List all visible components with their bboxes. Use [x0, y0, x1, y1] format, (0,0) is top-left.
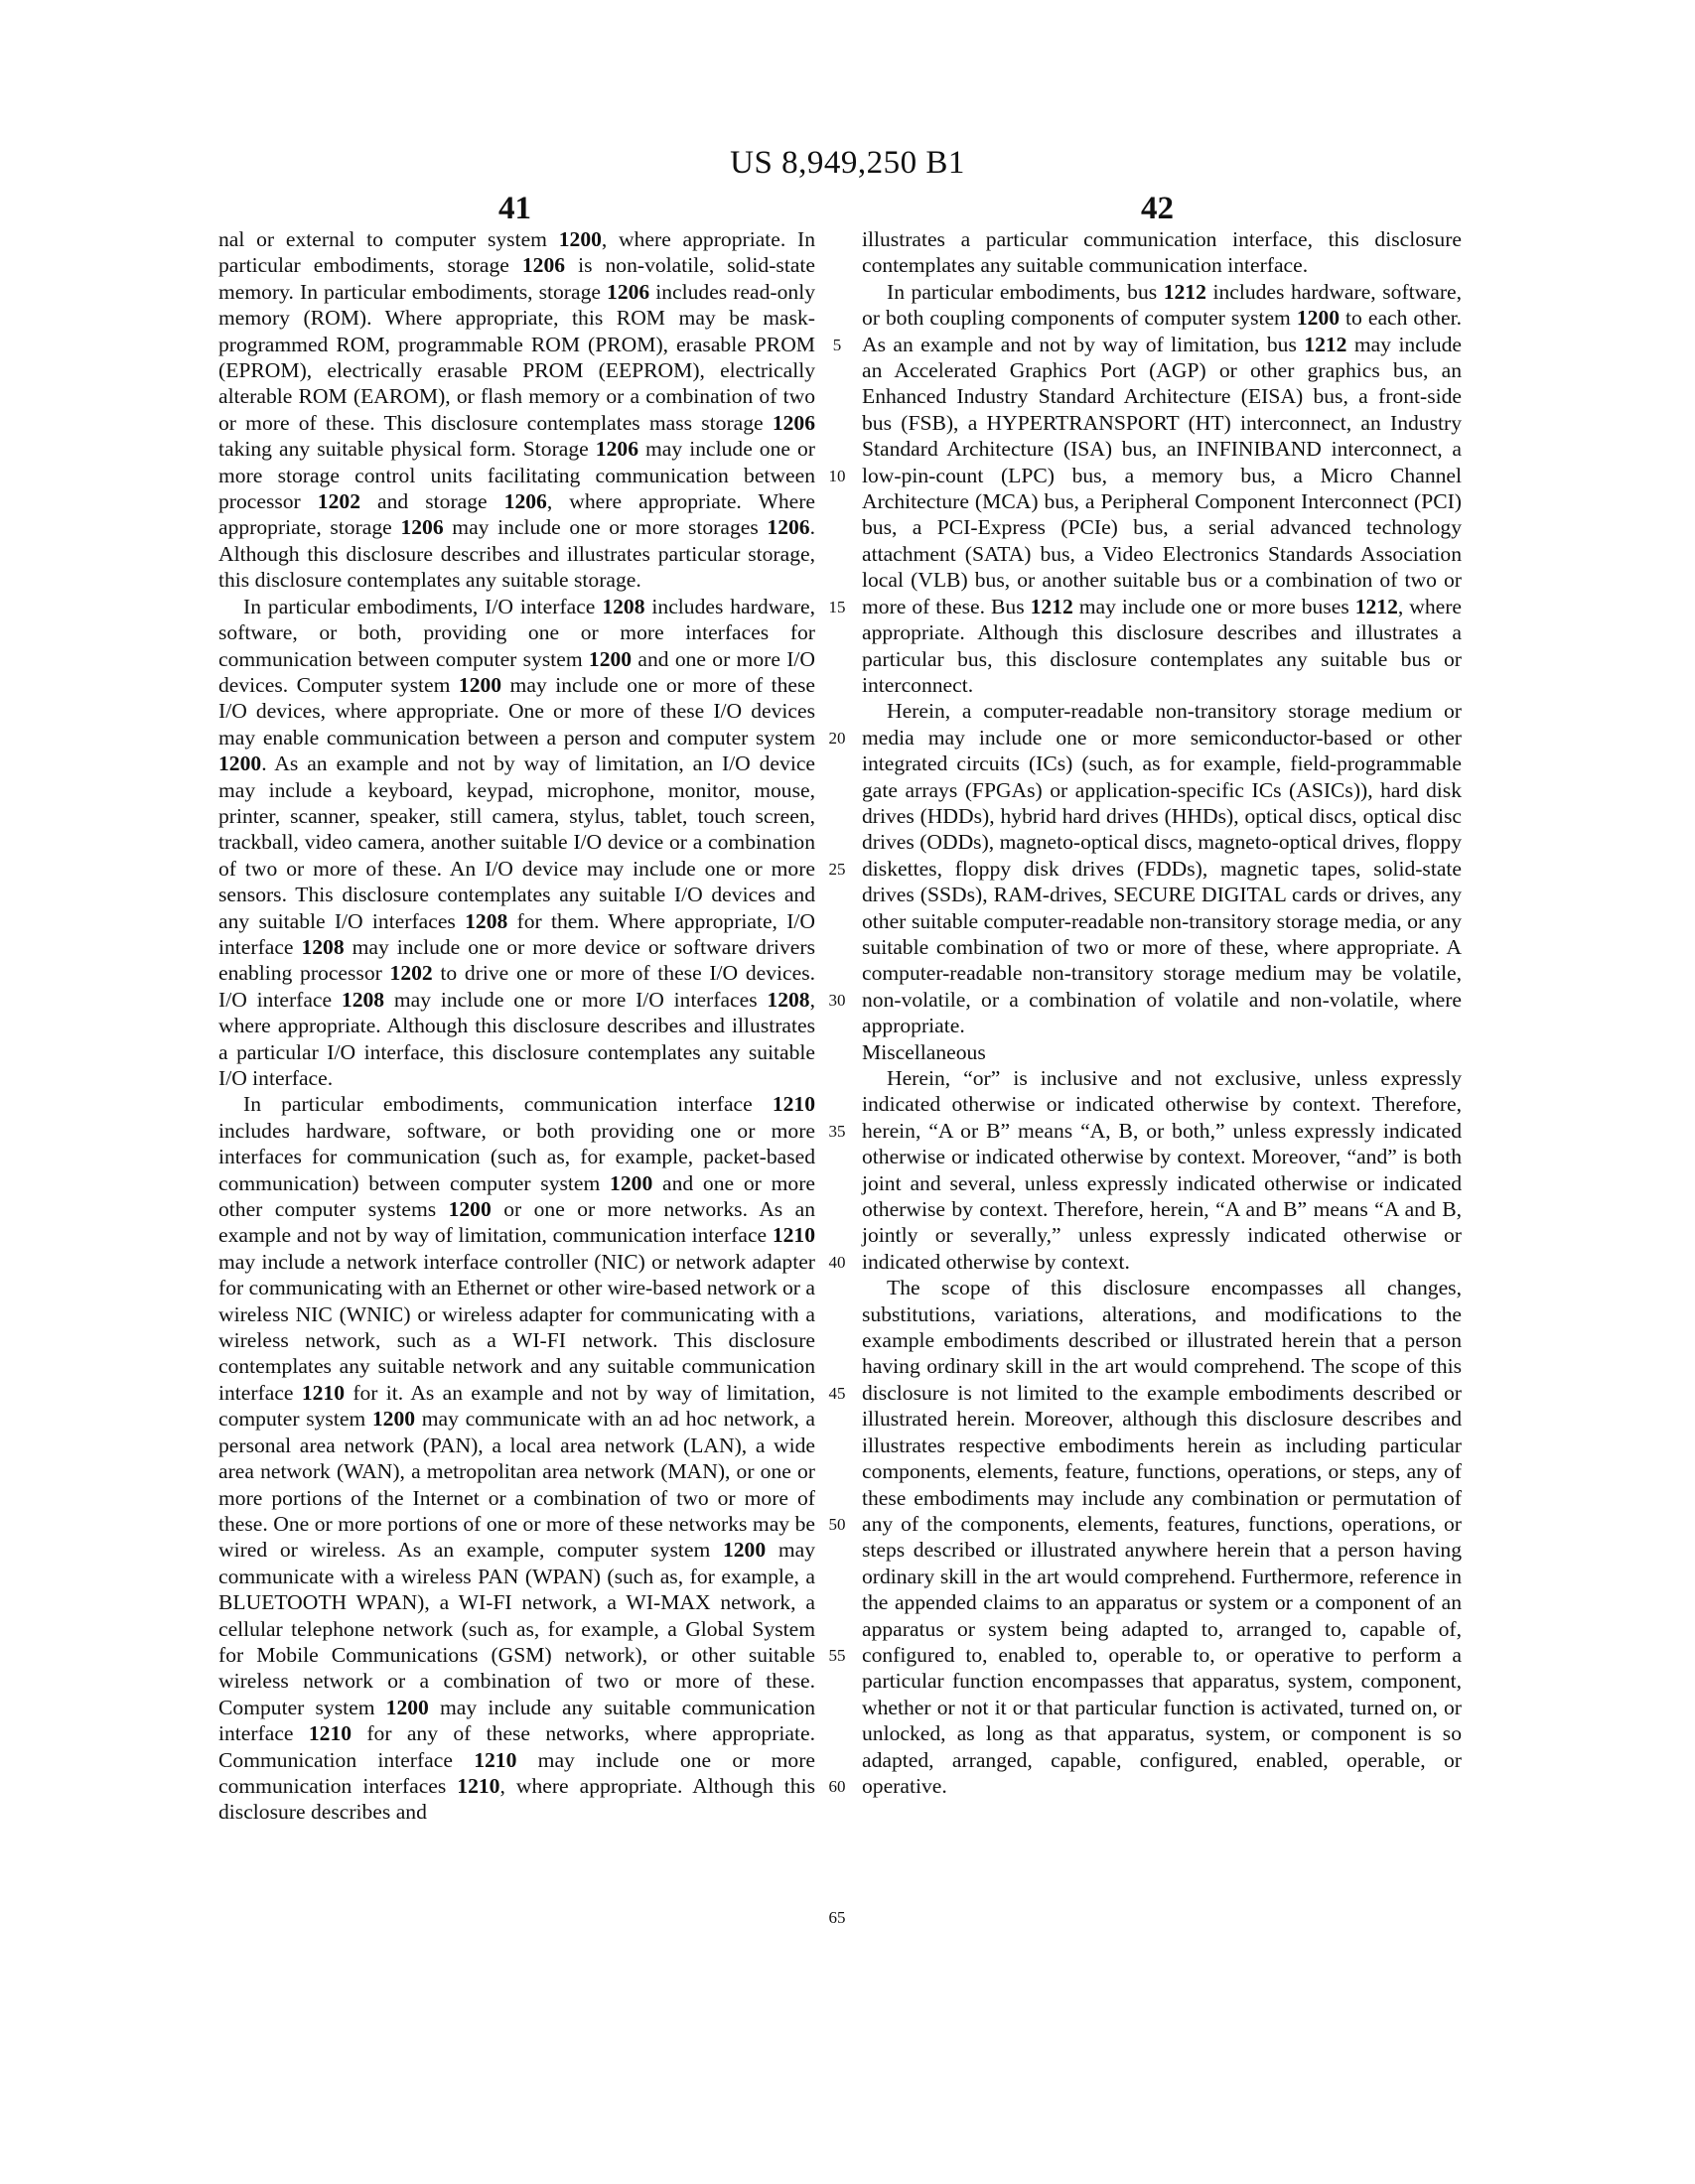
patent-number-header: US 8,949,250 B1	[730, 145, 965, 181]
left-column-paragraph: In particular embodiments, I/O interface 1208 includes hardware, software, or both, providing one or more interfaces for communication between computer system 1200 and one or more I/O devices. Computer system 1200 may include one or more of these I/O devices, where appropriate. One or more of these I/O devices may enable communication between a person and computer system 1200. As an example and not by way of limitation, an I/O device may include a keyboard, keypad, microphone, monitor, mouse, printer, scanner, speaker, still camera, stylus, tablet, touch screen, trackball, video camera, another suitable I/O device or a combination of two or more of these. An I/O device may include one or more sensors. This disclosure contemplates any suitable I/O devices and any suitable I/O interfaces 1208 for them. Where appropriate, I/O interface 1208 may include one or more device or software drivers enabling processor 1202 to drive one or more of these I/O devices. I/O interface 1208 may include one or more I/O interfaces 1208, where appropriate. Although this disclosure describes and illustrates a particular I/O interface, this disclosure contemplates any suitable I/O interface.	[218, 594, 815, 1090]
line-number: 20	[828, 728, 846, 748]
line-number: 40	[828, 1252, 846, 1272]
right-column-paragraph: Herein, a computer-readable non-transitory storage medium or media may include one or more semiconductor-based or other integrated circuits (ICs) (such, as for example, field-programmable gate arrays (FPGAs) or application-specific ICs (ASICs)), hard disk drives (HDDs), hybrid hard drives (HHDs), optical discs, optical disc drives (ODDs), magneto-optical discs, magneto-optical drives, floppy diskettes, floppy disk drives (FDDs), magnetic tapes, solid-state drives (SSDs), RAM-drives, SECURE DIGITAL cards or drives, any other suitable computer-readable non-transitory storage media, or any suitable combination of two or more of these, where appropriate. A computer-readable non-transitory storage medium may be volatile, non-volatile, or a combination of volatile and non-volatile, where appropriate.	[862, 699, 1462, 1038]
line-number: 25	[828, 859, 846, 879]
right-text-column	[862, 226, 1462, 1799]
left-column-paragraph: In particular embodiments, communication interface 1210 includes hardware, software, or both providing one or more interfaces for communication (such as, for example, packet-based communication) between computer system 1200 and one or more other computer systems 1200 or one or more networks. As an example and not by way of limitation, communication interface 1210 may include a network interface controller (NIC) or network adapter for communicating with an Ethernet or other wire-based network or a wireless NIC (WNIC) or wireless adapter for communicating with a wireless network, such as a WI-FI network. This disclosure contemplates any suitable network and any suitable communication interface 1210 for it. As an example and not by way of limitation, computer system 1200 may communicate with an ad hoc network, a personal area network (PAN), a local area network (LAN), a wide area network (WAN), a metropolitan area network (MAN), or one or more portions of the Internet or a combination of two or more of these. One or more portions of one or more of these networks may be wired or wireless. As an example, computer system 1200 may communicate with a wireless PAN (WPAN) (such as, for example, a BLUETOOTH WPAN), a WI-FI network, a WI-MAX network, a cellular telephone network (such as, for example, a Global System for Mobile Communications (GSM) network), or other suitable wireless network or a combination of two or more of these. Computer system 1200 may include any suitable communication interface 1210 for any of these networks, where appropriate. Communication interface 1210 may include one or more communication interfaces 1210, where appropriate. Although this disclosure describes and	[218, 1092, 816, 1825]
right-column-paragraph: illustrates a particular communication interface, this disclosure contemplates any suitable communication interface.	[862, 227, 1462, 278]
right-column-paragraph: In particular embodiments, bus 1212 includes hardware, software, or both coupling components of computer system 1200 to each other. As an example and not by way of limitation, bus 1212 may include an Accelerated Graphics Port (AGP) or other graphics bus, an Enhanced Industry Standard Architecture (EISA) bus, a front-side bus (FSB), a HYPERTRANSPORT (HT) interconnect, an Industry Standard Architecture (ISA) bus, an INFINIBAND interconnect, a low-pin-count (LPC) bus, a memory bus, a Micro Channel Architecture (MCA) bus, a Peripheral Component Interconnect (PCI) bus, a PCI-Express (PCIe) bus, a serial advanced technology attachment (SATA) bus, a Video Electronics Standards Association local (VLB) bus, or another suitable bus or a combination of two or more of these. Bus 1212 may include one or more buses 1212, where appropriate. Although this disclosure describes and illustrates a particular bus, this disclosure contemplates any suitable bus or interconnect.	[862, 279, 1462, 697]
line-number: 55	[828, 1645, 846, 1665]
line-number: 5	[832, 335, 842, 354]
line-number: 45	[828, 1383, 846, 1403]
line-number: 50	[828, 1514, 846, 1534]
line-number: 35	[828, 1121, 846, 1141]
line-number: 30	[828, 990, 846, 1010]
right-column-paragraph: Miscellaneous	[862, 1039, 986, 1064]
right-column-paragraph: Herein, “or” is inclusive and not exclusive, unless expressly indicated otherwise or indicated otherwise by context. Therefore, herein, “A or B” means “A, B, or both,” unless expressly indicated otherwise or indicated otherwise by context. Moreover, “and” is both joint and several, unless expressly indicated otherwise or indicated otherwise by context. Therefore, herein, “A and B” means “A and B, jointly or severally,” unless expressly indicated otherwise or indicated otherwise by context.	[862, 1066, 1462, 1274]
right-column-paragraph: The scope of this disclosure encompasses all changes, substitutions, variations, alterations, and modifications to the example embodiments described or illustrated herein that a person having ordinary skill in the art would comprehend. The scope of this disclosure is not limited to the example embodiments described or illustrated herein. Moreover, although this disclosure describes and illustrates respective embodiments herein as including particular components, elements, feature, functions, operations, or steps, any of these embodiments may include any combination or permutation of any of the components, elements, features, functions, operations, or steps described or illustrated anywhere herein that a person having ordinary skill in the art would comprehend. Furthermore, reference in the appended claims to an apparatus or system or a component of an apparatus or system being adapted to, arranged to, capable of, configured to, enabled to, operable to, or operative to perform a particular function encompasses that apparatus, system, component, whether or not it or that particular function is activated, turned on, or unlocked, as long as that apparatus, system, or component is so adapted, arranged, capable, configured, enabled, operable, or operative.	[862, 1276, 1462, 1798]
left-column-paragraph: nal or external to computer system 1200, where appropriate. In particular embodiments, storage 1206 is non-volatile, solid-state memory. In particular embodiments, storage 1206 includes read-only memory (ROM). Where appropriate, this ROM may be mask-programmed ROM, programmable ROM (PROM), erasable PROM (EPROM), electrically erasable PROM (EEPROM), electrically alterable ROM (EAROM), or flash memory or a combination of two or more of these. This disclosure contemplates mass storage 1206 taking any suitable physical form. Storage 1206 may include one or more storage control units facilitating communication between processor 1202 and storage 1206, where appropriate. Where appropriate, storage 1206 may include one or more storages 1206. Although this disclosure describes and illustrates particular storage, this disclosure contemplates any suitable storage.	[218, 227, 815, 593]
line-number: 10	[828, 466, 846, 485]
left-column-number: 41	[498, 191, 531, 226]
line-number: 60	[828, 1776, 846, 1796]
line-number: 15	[828, 597, 846, 616]
right-column-number: 42	[1141, 191, 1174, 226]
left-text-column	[218, 226, 815, 1826]
line-number: 65	[828, 1907, 846, 1927]
